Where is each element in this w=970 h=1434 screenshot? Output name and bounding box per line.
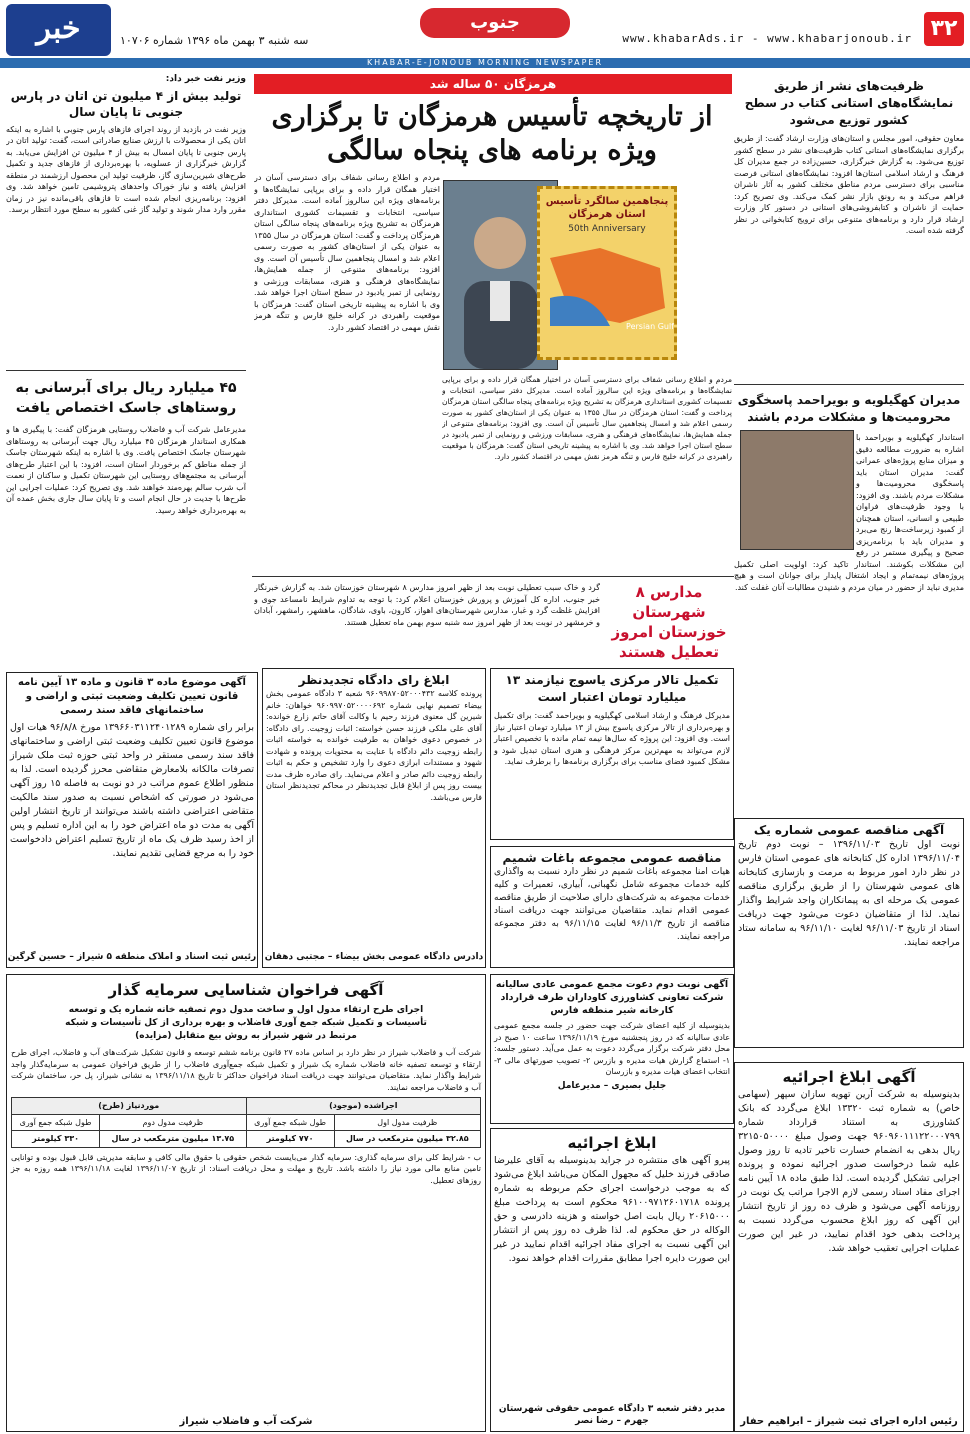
table-cell: طول شبکه جمع آوری: [246, 1114, 334, 1131]
capacity-table: [11, 1097, 481, 1148]
ad-body: شرکت آب و فاضلاب شیراز در نظر دارد بر اساس ماده ۲۷ قانون برنامه ششم توسعه و قانون تشکیل شرکت‌های آب و فاضلاب، اجرای طرح ارتقاء و توسعه تصفیه خانه فاضلاب شماره یک شیراز و تکمیل شبکه جمع‌آوری فاضلاب را از طریق فراخوان عمومی به سرمایه‌گذار واجد شرایط واگذار نماید. متقاضیان می‌توانند جهت دریافت اسناد فراخوان حداکثر تا تاریخ ۱۳۹۶/۱۱/۱۸ به نشانی شیراز، پل حر، ساختمان شرکت آب و فاضلاب مراجعه نمایند.: [11, 1048, 482, 1092]
stamp-text: پنجاهمین سالگرد تأسیس استان هرمزگان: [545, 196, 669, 220]
masthead: [0, 0, 970, 58]
court-ruling-ad: [262, 668, 486, 968]
ad-title: آگهی نوبت دوم دعوت مجمع عمومی عادی سالیانه شرکت تعاونی کشاورزی کاوداران طرف قرارداد کارخانه شیر منطقه فارس: [495, 979, 729, 1016]
article-jask-water: [6, 374, 246, 668]
masthead-strip: KHABAR-E-JONOUB MORNING NEWSPAPER: [0, 58, 970, 68]
governor-photo: [740, 430, 854, 550]
ad-body: پرونده کلاسه ۹۶۰۹۹۸۷۰۵۲۰۰۰۴۳۲ شعبه ۳ دادگاه عمومی بخش بیضاء تصمیم نهایی شماره ۹۶۰۹۹۷۰۵۲۰۰۰۰۶۹۲ خواهان: خانم شیرین گل معنوی فرزند رحیم با وکالت آقای حاتم زارع خوانده: آقای علی ملکی فرزند حسن خواسته: اثبات زوجیت. رای دادگاه: در خصوص دعوی خواهان به طرفیت خوانده به خواسته اثبات رابطه زوجیت دائم دادگاه با عنایت به محتویات پرونده و شهادت شهود و مستندات ابرازی دعوی را وارد تشخیص و حکم به اثبات رابطه زوجیت دائم صادر و اعلام می‌نماید. رای صادره ظرف مدت بیست روز پس از ابلاغ قابل تجدیدنظر در محاکم تجدیدنظر استان فارس می‌باشد.: [266, 689, 483, 802]
anniversary-stamp: [537, 186, 677, 360]
headline-khuzestan-schools: مدارس ۸ شهرستان خوزستان امروز تعطیل هستند: [611, 583, 727, 661]
feature-headline: از تاریخچه تأسیس هرمزگان تا برگزاری ویژه برنامه های پنجاه سالگی: [271, 101, 713, 166]
ad-body: بدینوسیله از کلیه اعضای شرکت جهت حضور در جلسه مجمع عمومی عادی سالیانه که در روز پنجشنبه مورخ ۱۳۹۶/۱۱/۱۹ ساعت ۱۰ صبح در محل دفتر شرکت برگزار می‌گردد دعوت به عمل می‌آید. دستور جلسه: ۱- استماع گزارش هیات مدیره و بازرس ۲- تصویب صورتهای مالی ۳- انتخاب اعضای هیات مدیره و بازرسان: [494, 1021, 731, 1076]
article-body: مدیرعامل شرکت آب و فاضلاب روستایی هرمزگان گفت: با پیگیری ها و همکاری استاندار هرمزگان ۴۵ میلیارد ریال جهت آبرسانی به روستاهای شهرستان جاسک اختصاص یافت. وی با اشاره به اینکه شهرستان جاسک از جمله مناطق کم برخوردار استان است، افزود: با این اعتبار طرح‌های آبرسانی به مجتمع‌های روستایی این شهرستان تکمیل و ساکنان از نعمت آب شرب سالم بهره‌مند خواهند شد. وی تصریح کرد: عملیات اجرایی این طرح‌ها با جدیت در حال انجام است و تا پایان سال جاری بخش عمده آن به بهره‌برداری خواهد رسید.: [6, 425, 246, 515]
table-cell: ظرفیت مدول اول: [334, 1114, 480, 1131]
table-cell: ۷۷۰ کیلومتر: [246, 1131, 334, 1148]
ad-body: برابر رای شماره ۱۳۹۶۶۰۳۱۱۲۴۰۱۲۸۹ مورخ ۹۶/۸/۸ هیات اول موضوع قانون تعیین تکلیف وضعیت ثبتی اراضی و ساختمانهای فاقد سند رسمی مستقر در واحد ثبتی حوزه ثبت ملک شیراز تصرفات مالکانه بلامعارض متقاضی محرز گردیده است. لذا به منظور اطلاع عموم مراتب در دو نوبت به فاصله ۱۵ روز آگهی می‌شود در صورتی که اشخاص نسبت به صدور سند مالکیت متقاضی اعتراضی داشته باشند می‌توانند از تاریخ انتشار اولین آگهی به مدت دو ماه اعتراض خود را به این اداره تسلیم و پس از اخذ رسید ظرف یک ماه از تاریخ تسلیم اعتراض دادخواست خود را به مرجع قضایی تقدیم نمایند.: [10, 722, 254, 859]
ad-body: نوبت اول تاریخ ۱۳۹۶/۱۱/۰۳ – نوبت دوم تاریخ ۱۳۹۶/۱۱/۰۴ اداره کل کتابخانه های عمومی استان فارس در نظر دارد امور مربوط به مرمت و بازسازی کتابخانه های عمومی شهرستان را از طریق برگزاری مناقصه عمومی یک مرحله ای به پیمانکاران واجد شرایط واگذار نماید. لذا از متقاضیان دعوت می‌شود جهت دریافت اسناد از تاریخ ۹۶/۱۱/۰۳ لغایت ۹۶/۱۱/۱۰ به سامانه ستاد مراجعه نمایند.: [738, 839, 961, 948]
article-title: مدیران کهگیلویه و بویراحمد پاسخگوی محرومیت‌ها و مشکلات مردم باشند: [737, 393, 961, 424]
hormozgan-map-icon: [540, 238, 674, 328]
feature-body-text: مردم و اطلاع رسانی شفاف برای دسترسی آسان در اختیار همگان قرار داده و برای برپایی نمایشگاه‌ها و برنامه‌های ویژه این سالروز آماده است. مدیرکل دفتر سیاسی، انتخابات و تقسیمات کشوری استانداری هرمزگان به تشریح ویژه برنامه‌های پنجاه سالگی استان هرمزگان پرداخت و گفت: استان هرمزگان در سال ۱۳۵۵ به عنوان یکی از استان‌های کشور به صورت رسمی اعلام شد و امسال پنجاهمین سال تأسیس آن است. وی افزود: برنامه‌های متنوعی از جمله همایش‌ها، نمایشگاه‌های فرهنگی و هنری، مسابقات ورزشی و رونمایی از تمبر یادبود در سطح استان اجرا خواهد شد. وی با اشاره به پیشینه تاریخی استان گفت: هرمزگان با موقعیت راهبردی در کرانه خلیج فارس و تنگه هرمز نقش مهمی در اقتصاد کشور دارد.: [254, 173, 440, 332]
article-title: تولید بیش از ۴ میلیون تن اتان در پارس جنوبی تا پایان سال: [10, 88, 242, 119]
ad-conditions: ب - شرایط کلی برای سرمایه گذاری: سرمایه گذار می‌بایست شخص حقوقی با حقوق مالی کافی و سابقه مدیریتی قابل قبول بوده و توانایی تامین منابع مالی مورد نیاز را داشته باشد. تاریخ و مهلت و محل دریافت اسناد: از تاریخ ۱۳۹۶/۱۱/۰۷ لغایت ۱۳۹۶/۱۱/۱۸ همه روزه به جز روزهای تعطیل.: [11, 1152, 482, 1185]
execution-notice-ad: [490, 1128, 734, 1432]
tender-ad: [734, 818, 964, 1048]
article-ethane: [6, 74, 246, 374]
section-badge: جنوب: [420, 8, 570, 38]
article-body: وزیر نفت در بازدید از روند اجرای فازهای پارس جنوبی با اشاره به اینکه اتان یکی از محصولات با ارزش صنایع صادراتی است، گفت: تولید اتان در پارس جنوبی تا پایان امسال به بیش از ۴ میلیون تن افزایش می‌یابد. به گزارش خبرگزاری از عسلویه، با بهره‌برداری از فازهای جدید و تکمیل طرح‌های شیرین‌سازی گاز، ظرفیت تولید این محصول ارزشمند در منطقه افزایش یافته و نیاز خوراک واحدهای پتروشیمی تامین خواهد شد. وی افزود: برنامه‌ریزی انجام شده است تا فازهای باقی‌مانده نیز در زمان مقرر وارد مدار شوند و تولید گاز غنی کشور به سطح مورد انتظار برسد.: [6, 124, 246, 214]
article-body: معاون حقوقی، امور مجلس و استان‌های وزارت ارشاد گفت: از طریق برگزاری نمایشگاه‌های استانی کتاب ظرفیت‌های نشر در سطح کشور توزیع می‌شود. به گزارش خبرگزاری، حسین‌زاده در جمع مدیران کل فرهنگ و ارشاد اسلامی استان‌ها افزود: نمایشگاه‌های استانی فرصت مناسبی برای دسترسی مردم مناطق مختلف کشور به آثار ناشران فراهم می‌کند و به رونق بازار نشر کمک می‌کند. وی تصریح کرد: حمایت از ناشران و کتابفروشی‌های استانی در دستور کار وزارت ارشاد قرار دارد و برنامه‌های متنوعی برای ترویج کتابخوانی در نظر گرفته شده است.: [734, 134, 964, 235]
ad-signature: مدیر دفتر شعبه ۳ دادگاه عمومی حقوقی شهرستان جهرم – رضا نصر: [498, 1404, 726, 1426]
ad-signature: جلیل بصیری – مدیرعامل: [557, 1080, 667, 1091]
article-body: استاندار کهگیلویه و بویراحمد با اشاره به ضرورت مطالعه دقیق و میزان منابع پروژه‌های عمرانی گفت: مدیران استان باید پاسخگوی محرومیت‌ها و مشکلات مردم باشند. وی افزود: با وجود ظرفیت‌های فراوان طبیعی و انسانی، استان همچنان از کمبود زیرساخت‌ها رنج می‌برد و مدیران باید با برنامه‌ریزی صحیح و پیگیری مستمر در رفع این مشکلات بکوشند. استاندار تاکید کرد: اولویت اصلی تکمیل پروژه‌های نیمه‌تمام و ایجاد اشتغال پایدار برای جوانان است و هیچ مدیری نباید از حضور در میان مردم و شنیدن مطالبات آنان غفلت کند.: [734, 433, 964, 592]
article-body: گرد و خاک سبب تعطیلی نوبت بعد از ظهر امروز مدارس ۸ شهرستان خوزستان شد. به گزارش خبرنگار خبر جنوب، اداره کل آموزش و پرورش خوزستان اعلام کرد: با توجه به تداوم شرایط نامساعد جوی و افزایش غلظت گرد و غبار، مدارس شهرستان‌های اهواز، کارون، باوی، شادگان، ماهشهر، رامشهر، آبادان و خرمشهر در نوبت بعد از ظهر امروز سه شنبه سوم بهمن ماه تعطیل هستند.: [254, 583, 600, 627]
shamim-tender-ad: [490, 846, 734, 968]
coop-assembly-ad: [490, 974, 734, 1124]
table-row: [12, 1114, 481, 1131]
feature-body: [254, 172, 440, 572]
ad-subtitle: اجرای طرح ارتقاء مدول اول و ساخت مدول دوم تصفیه خانه شماره یک و توسعه تأسیسات و تکمیل شبکه جمع آوری فاضلاب و بهره برداری از کل تأسیسات و شبکه مرتبط در شهر شیراز به روش بیع متقابل (مزایده): [65, 1005, 427, 1041]
table-header: اجراشده (موجود): [246, 1098, 480, 1115]
stamp-gulf-label: Persian Gulf: [626, 322, 674, 331]
ad-title: ابلاغ اجرائیه: [567, 1134, 657, 1152]
ad-title: آگهی موضوع ماده ۳ قانون و ماده ۱۳ آیین نامه قانون تعیین تکلیف وضعیت ثبتی و اراضی و ساختمانهای فاقد سند رسمی: [18, 677, 246, 716]
article-title: ۴۵ میلیارد ریال برای آبرسانی به روستاهای جاسک اختصاص یافت: [15, 380, 237, 416]
website-url[interactable]: www.khabarAds.ir - www.khabarjonoub.ir: [622, 32, 912, 45]
newspaper-logo: خبر: [6, 4, 111, 56]
article-khuzestan-schools: [254, 582, 600, 662]
page-number: ۳۲: [924, 12, 964, 46]
ad-title: ابلاغ رای دادگاه تجدیدنظر: [298, 673, 450, 687]
article-body: مدیرکل فرهنگ و ارشاد اسلامی کهگیلویه و بویراحمد گفت: برای تکمیل و بهره‌برداری از تالار مرکزی یاسوج بیش از ۱۳ میلیارد تومان اعتبار نیاز است. وی افزود: این پروژه که سال‌ها نیمه تمام مانده با تخصیص اعتبار لازم می‌تواند به مهم‌ترین مرکز فرهنگی و هنری استان تبدیل شود و مشکل کمبود فضای مناسب برای برگزاری برنامه‌ها را برطرف نماید.: [494, 711, 730, 766]
ad-title: آگهی مناقصه عمومی شماره یک: [753, 823, 945, 837]
ad-body: هیات امنا مجموعه باغات شمیم در نظر دارد نسبت به واگذاری کلیه خدمات مجموعه شامل نگهبانی، آبیاری، تعمیرات و کلیه خدمات مجموعه به شرکت‌های دارای صلاحیت از طریق مناقصه عمومی اقدام نماید. متقاضیان می‌توانند جهت دریافت اسناد مناقصه از تاریخ ۹۶/۱۱/۳ لغایت ۹۶/۱۱/۱۵ به دفتر مجموعه مراجعه نمایند.: [494, 867, 730, 942]
investor-call-ad: [6, 974, 486, 1432]
article-yasuj-hall: [490, 668, 734, 840]
ad-signature: رئیس اداره اجرای ثبت شیراز – ابراهیم حفار: [740, 1415, 958, 1427]
table-cell: ۳۲.۸۵ میلیون مترمکعب در سال: [334, 1131, 480, 1148]
table-cell: ۱۳.۷۵ میلیون مترمکعب در سال: [100, 1131, 246, 1148]
article-kicker: وزیر نفت خبر داد:: [165, 74, 246, 84]
ad-signature: شرکت آب و فاضلاب شیراز: [179, 1415, 313, 1427]
divider: [734, 384, 964, 385]
ad-body: بدینوسیله به شرکت آرین تهویه سازان سپهر (سهامی خاص) به شماره ثبت ۱۳۳۲۰ ابلاغ می‌گردد که بانک کشاورزی به استناد قرارداد شماره ۹۶۰۹۶۰۱۱۱۲۲۰۰۰۷۹۹ جهت وصول مبلغ ۳۲۱۵۰۵۰۰۰۰ ریال بدهی به انضمام خسارت تاخیر تادیه تا روز وصول علیه شما درخواست صدور اجرائیه نموده و پرونده اجرایی تشکیل گردیده است. لذا طبق ماده ۱۸ آیین نامه اجرای مفاد اسناد رسمی لازم الاجرا مراتب یک نوبت در روزنامه آگهی می‌شود و ظرف ده روز از تاریخ انتشار این آگهی که روز ابلاغ محسوب می‌گردد نسبت به پرداخت بدهی خود اقدام نمایید، در غیر این صورت عملیات اجرایی تعقیب خواهد شد.: [738, 1089, 960, 1254]
divider: [6, 370, 246, 371]
feature-kicker: هرمزگان ۵۰ ساله شد: [254, 74, 732, 94]
ad-signature: رئیس ثبت اسناد و املاک منطقه ۵ شیراز – حسین گرگین: [7, 951, 257, 962]
divider: [252, 576, 734, 577]
table-header: موردنیاز (طرح): [12, 1098, 247, 1115]
article-title: تکمیل تالار مرکزی یاسوج نیازمند ۱۳ میلیارد تومان اعتبار است: [505, 673, 719, 704]
ad-body: پیرو آگهی های منتشره در جراید بدینوسیله به آقای علیرضا صادقی فرزند خلیل که مجهول المکان می‌باشد ابلاغ می‌شود که به موجب درخواست اجرای حکم مربوطه به شماره پرونده ۹۶۱۰۰۹۷۱۲۶۰۱۷۱۸ محکوم است به پرداخت مبلغ ۲۰۶۱۵۰۰۰ ریال بابت اصل خواسته و هزینه دادرسی و حق الوکاله در حق محکوم له. لذا ظرف ده روز پس از انتشار این آگهی نسبت به اجرای مفاد اجرائیه اقدام نمایید در غیر این صورت دایره اجرا مطابق مقررات اقدام خواهد نمود.: [494, 1155, 730, 1264]
issue-date: سه شنبه ۳ بهمن ماه ۱۳۹۶ شماره ۱۰۷۰۶: [120, 34, 309, 47]
ad-signature: دادرس دادگاه عمومی بخش بیضاء – مجتبی دهقان: [264, 951, 484, 962]
table-cell: طول شبکه جمع آوری: [12, 1114, 100, 1131]
table-row: [12, 1131, 481, 1148]
stamp-english: 50th Anniversary: [568, 224, 646, 234]
article-book-fairs: [734, 72, 964, 382]
ad-title: آگهی ابلاغ اجرائیه: [782, 1068, 916, 1086]
ad-title: آگهی فراخوان شناسایی سرمایه گذار: [108, 981, 384, 999]
table-cell: ۳۳۰ کیلومتر: [12, 1131, 100, 1148]
article-title: ظرفیت‌های نشر از طریق نمایشگاه‌های استانی کتاب در سطح کشور توزیع می‌شود: [744, 79, 954, 127]
ad-title: مناقصه عمومی مجموعه باغات شمیم: [502, 851, 722, 865]
feature-body-text: مردم و اطلاع رسانی شفاف برای دسترسی آسان در اختیار همگان قرار داده و برای برپایی نمایشگاه‌ها و برنامه‌های ویژه این سالروز آماده است. مدیرکل دفتر سیاسی، انتخابات و تقسیمات کشوری استانداری هرمزگان به تشریح ویژه برنامه‌های پنجاه سالگی استان هرمزگان پرداخت و گفت: استان هرمزگان در سال ۱۳۵۵ به عنوان یکی از استان‌های کشور به صورت رسمی اعلام شد و امسال پنجاهمین سال تأسیس آن است. وی افزود: برنامه‌های متنوعی از جمله همایش‌ها، نمایشگاه‌های فرهنگی و هنری، مسابقات ورزشی و رونمایی از تمبر یادبود در سطح استان اجرا خواهد شد. وی با اشاره به پیشینه تاریخی استان گفت: هرمزگان با موقعیت راهبردی در کرانه خلیج فارس و تنگه هرمز نقش مهمی در اقتصاد کشور دارد.: [442, 375, 732, 461]
execution-ad: [734, 1062, 964, 1432]
feature-body-cont: [442, 374, 732, 570]
right-column: [734, 72, 964, 1434]
land-title-ad: [6, 672, 258, 968]
table-cell: ظرفیت مدول دوم: [100, 1114, 246, 1131]
